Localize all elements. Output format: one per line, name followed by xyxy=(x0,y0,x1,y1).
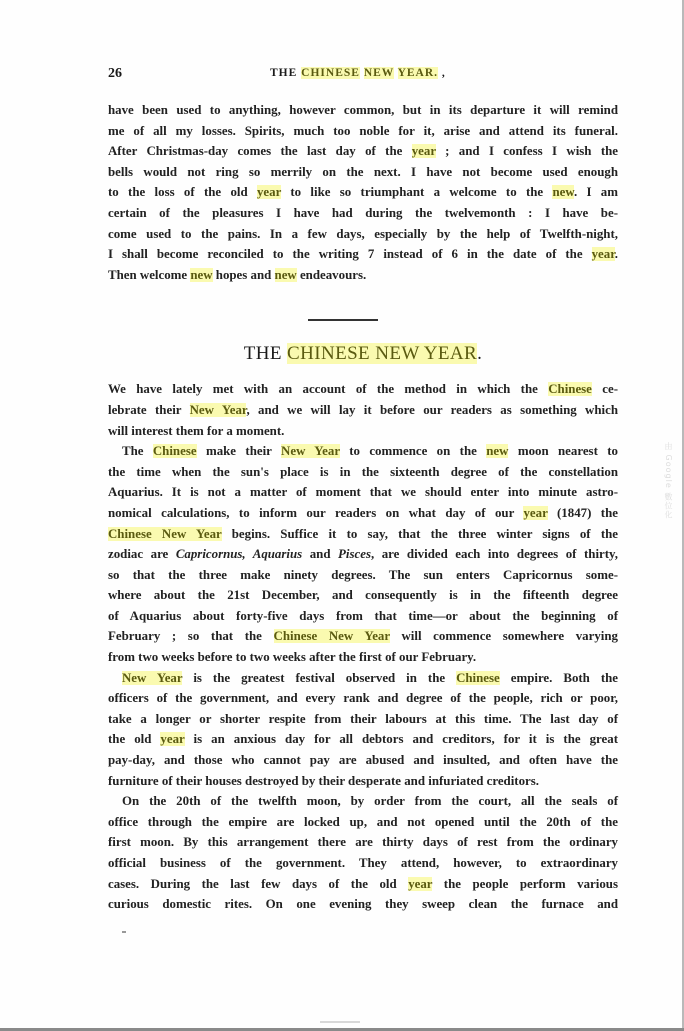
text-segment: We have lately met with an account of the method in which the xyxy=(108,382,549,397)
text-line xyxy=(108,729,618,750)
text-segment: where about the 21st December, and consequently is in the fifteenth degree xyxy=(108,588,618,603)
page-number: 26 xyxy=(108,66,122,81)
italic-text: Pisces xyxy=(338,547,371,562)
text-segment: official business of the government. They attend, however, to extraordinary xyxy=(108,856,618,870)
article-title-prefix: THE xyxy=(243,343,288,365)
search-highlight: new xyxy=(274,267,297,282)
text-segment: is an anxious day for all debtors and creditors, for it is the great xyxy=(184,732,618,747)
text-line xyxy=(108,400,618,421)
text-line xyxy=(108,224,618,245)
text-segment: certain of the pleasures I have had during the twelvemonth : I have be- xyxy=(108,205,618,220)
section-divider xyxy=(308,319,378,321)
text-line xyxy=(108,771,618,792)
search-highlight: Chinese xyxy=(548,382,592,397)
text-line xyxy=(108,688,618,709)
text-line xyxy=(108,162,618,183)
text-segment: , and we will lay it before our readers as something which xyxy=(246,402,619,417)
text-segment: the people perform various xyxy=(432,876,618,891)
search-highlight: YEAR. xyxy=(397,67,439,79)
text-segment: nomical calculations, to inform our readers on what day of our xyxy=(108,505,524,520)
text-segment: begins. Suffice it to say, that the three winter signs of the xyxy=(221,526,618,541)
text-segment: take a longer or shorter respite from their labours at this time. The last day of xyxy=(108,711,618,726)
search-highlight: year xyxy=(408,876,433,891)
text-segment: ; and I confess I wish the xyxy=(435,144,619,159)
search-highlight: Chinese New Year xyxy=(108,526,222,541)
text-segment: to commence on the xyxy=(339,444,487,459)
book-page xyxy=(108,62,618,915)
text-segment: furniture of their houses destroyed by their desperate and infuriated creditors. xyxy=(108,773,539,788)
search-highlight: year xyxy=(411,144,436,159)
search-highlight: year xyxy=(160,732,185,747)
search-highlight: New Year xyxy=(122,670,183,685)
text-segment: first moon. By this arrangement there are thirty days of rest from the ordinary xyxy=(108,835,618,850)
prior-article-ending xyxy=(108,100,618,285)
text-segment: have been used to anything, however common, but in its departure it will remind xyxy=(108,103,618,117)
text-line xyxy=(108,482,618,503)
page-footer-mark xyxy=(320,1021,360,1023)
text-segment: On the 20th of the twelfth moon, by order from the court, all the seals of xyxy=(122,794,618,809)
paragraph xyxy=(108,441,618,668)
text-segment: office through the empire are locked up, and not opened until the 20th of the xyxy=(108,814,618,829)
text-segment: curious domestic rites. On one evening they sweep clean the furnace and xyxy=(108,897,618,912)
search-highlight: Chinese xyxy=(456,670,500,685)
search-highlight: Chinese New Year xyxy=(273,629,390,644)
text-segment: After Christmas-day comes the last day of the xyxy=(108,144,412,159)
text-line xyxy=(108,265,618,286)
article-title-suffix: . xyxy=(477,343,483,365)
text-line xyxy=(108,244,618,265)
search-highlight: new xyxy=(486,444,509,459)
text-line xyxy=(108,874,618,895)
text-segment: will commence somewhere varying xyxy=(389,629,618,644)
text-segment: ce- xyxy=(591,382,618,397)
text-line xyxy=(108,812,618,833)
text-segment: to like so triumphant a welcome to the xyxy=(281,185,553,200)
paragraph xyxy=(108,791,618,915)
text-segment: the time when the sun's place is in the sixteenth degree of the constellation xyxy=(108,464,618,479)
text-line xyxy=(108,462,618,483)
search-highlight: Chinese xyxy=(152,444,197,459)
text-line xyxy=(108,182,618,203)
search-highlight: new xyxy=(552,185,574,200)
text-line xyxy=(108,141,618,162)
text-segment: so that the three make ninety degrees. The sun enters Capricornus some- xyxy=(108,567,618,582)
text-segment: is the greatest festival observed in the xyxy=(182,670,457,685)
text-segment: officers of the government, and every rank and degree of the people, rich or poor, xyxy=(108,691,618,706)
text-line xyxy=(108,832,618,853)
text-line xyxy=(108,626,618,647)
text-segment: hopes and xyxy=(212,267,275,282)
search-highlight: year xyxy=(523,505,548,520)
text-segment: . xyxy=(614,247,618,262)
text-line xyxy=(108,791,618,812)
text-line xyxy=(108,647,618,668)
text-segment: I shall become reconciled to the writing 7 instead of 6 in the date of the xyxy=(108,247,592,262)
text-segment: make their xyxy=(196,444,282,459)
search-highlight: New Year xyxy=(189,402,247,417)
text-line xyxy=(108,421,618,442)
text-segment: bells would not ring so merrily on the next. I have not become used enough xyxy=(108,164,618,179)
text-segment: moon nearest to xyxy=(508,444,618,459)
text-line xyxy=(108,121,618,142)
text-segment: lebrate their xyxy=(108,402,190,417)
text-segment: the old xyxy=(108,732,161,747)
text-segment: of Aquarius about forty-five days from that time—or about the beginning of xyxy=(108,608,618,623)
text-segment: February ; so that the xyxy=(108,629,274,644)
text-line xyxy=(108,503,618,524)
text-segment: Then welcome xyxy=(108,267,191,282)
text-line xyxy=(108,894,618,915)
text-segment: me of all my losses. Spirits, much too noble for it, arise and attend its funeral. xyxy=(108,123,618,138)
search-highlight: new xyxy=(190,267,213,282)
text-line xyxy=(108,544,618,565)
text-segment: The xyxy=(122,444,153,459)
running-head-trailing: , xyxy=(438,67,446,79)
text-line xyxy=(108,709,618,730)
text-segment: and xyxy=(302,547,339,562)
search-highlight: New Year xyxy=(281,444,340,459)
text-segment: pay-day, and those who cannot pay are abused and insulted, and often have the xyxy=(108,753,618,768)
text-segment: will interest them for a moment. xyxy=(108,423,285,438)
text-line xyxy=(108,379,618,400)
running-head-prefix: THE xyxy=(270,67,302,79)
text-line xyxy=(108,750,618,771)
paragraph xyxy=(108,668,618,792)
text-segment: . I am xyxy=(573,185,618,200)
text-segment: from two weeks before to two weeks after the first of our February. xyxy=(108,650,477,665)
text-segment: Aquarius. It is not a matter of moment that we should enter into minute astro- xyxy=(108,485,618,500)
text-segment: , are divided each into degrees of thirty, xyxy=(370,547,619,562)
text-line xyxy=(108,565,618,586)
article-body xyxy=(108,379,618,914)
text-segment: zodiac are xyxy=(108,547,176,562)
running-head xyxy=(108,62,618,82)
article-title xyxy=(108,343,618,365)
search-highlight: CHINESE NEW YEAR xyxy=(287,343,478,365)
running-head-title xyxy=(270,67,446,79)
text-segment: cases. During the last few days of the old xyxy=(108,876,409,891)
text-segment: (1847) the xyxy=(547,505,618,520)
scan-speck xyxy=(122,931,126,933)
search-highlight: year xyxy=(256,185,282,200)
text-line xyxy=(108,853,618,874)
search-highlight: NEW xyxy=(363,67,395,79)
text-line xyxy=(108,585,618,606)
text-line xyxy=(108,100,618,121)
text-line xyxy=(108,606,618,627)
search-highlight: year xyxy=(591,247,615,262)
italic-text: Capricornus, Aquarius xyxy=(175,547,303,562)
text-line xyxy=(108,524,618,545)
search-highlight: CHINESE xyxy=(301,67,360,79)
text-segment: endeavours. xyxy=(296,267,367,282)
text-line xyxy=(108,203,618,224)
google-digitized-watermark: 由 Google 數位化 xyxy=(664,442,673,520)
text-segment: empire. Both the xyxy=(499,670,619,685)
text-line xyxy=(108,668,618,689)
text-line xyxy=(108,441,618,462)
paragraph xyxy=(108,379,618,441)
text-segment: come used to the pains. In a few days, especially by the help of Twelfth-night, xyxy=(108,226,618,241)
text-segment: to the loss of the old xyxy=(108,185,257,200)
